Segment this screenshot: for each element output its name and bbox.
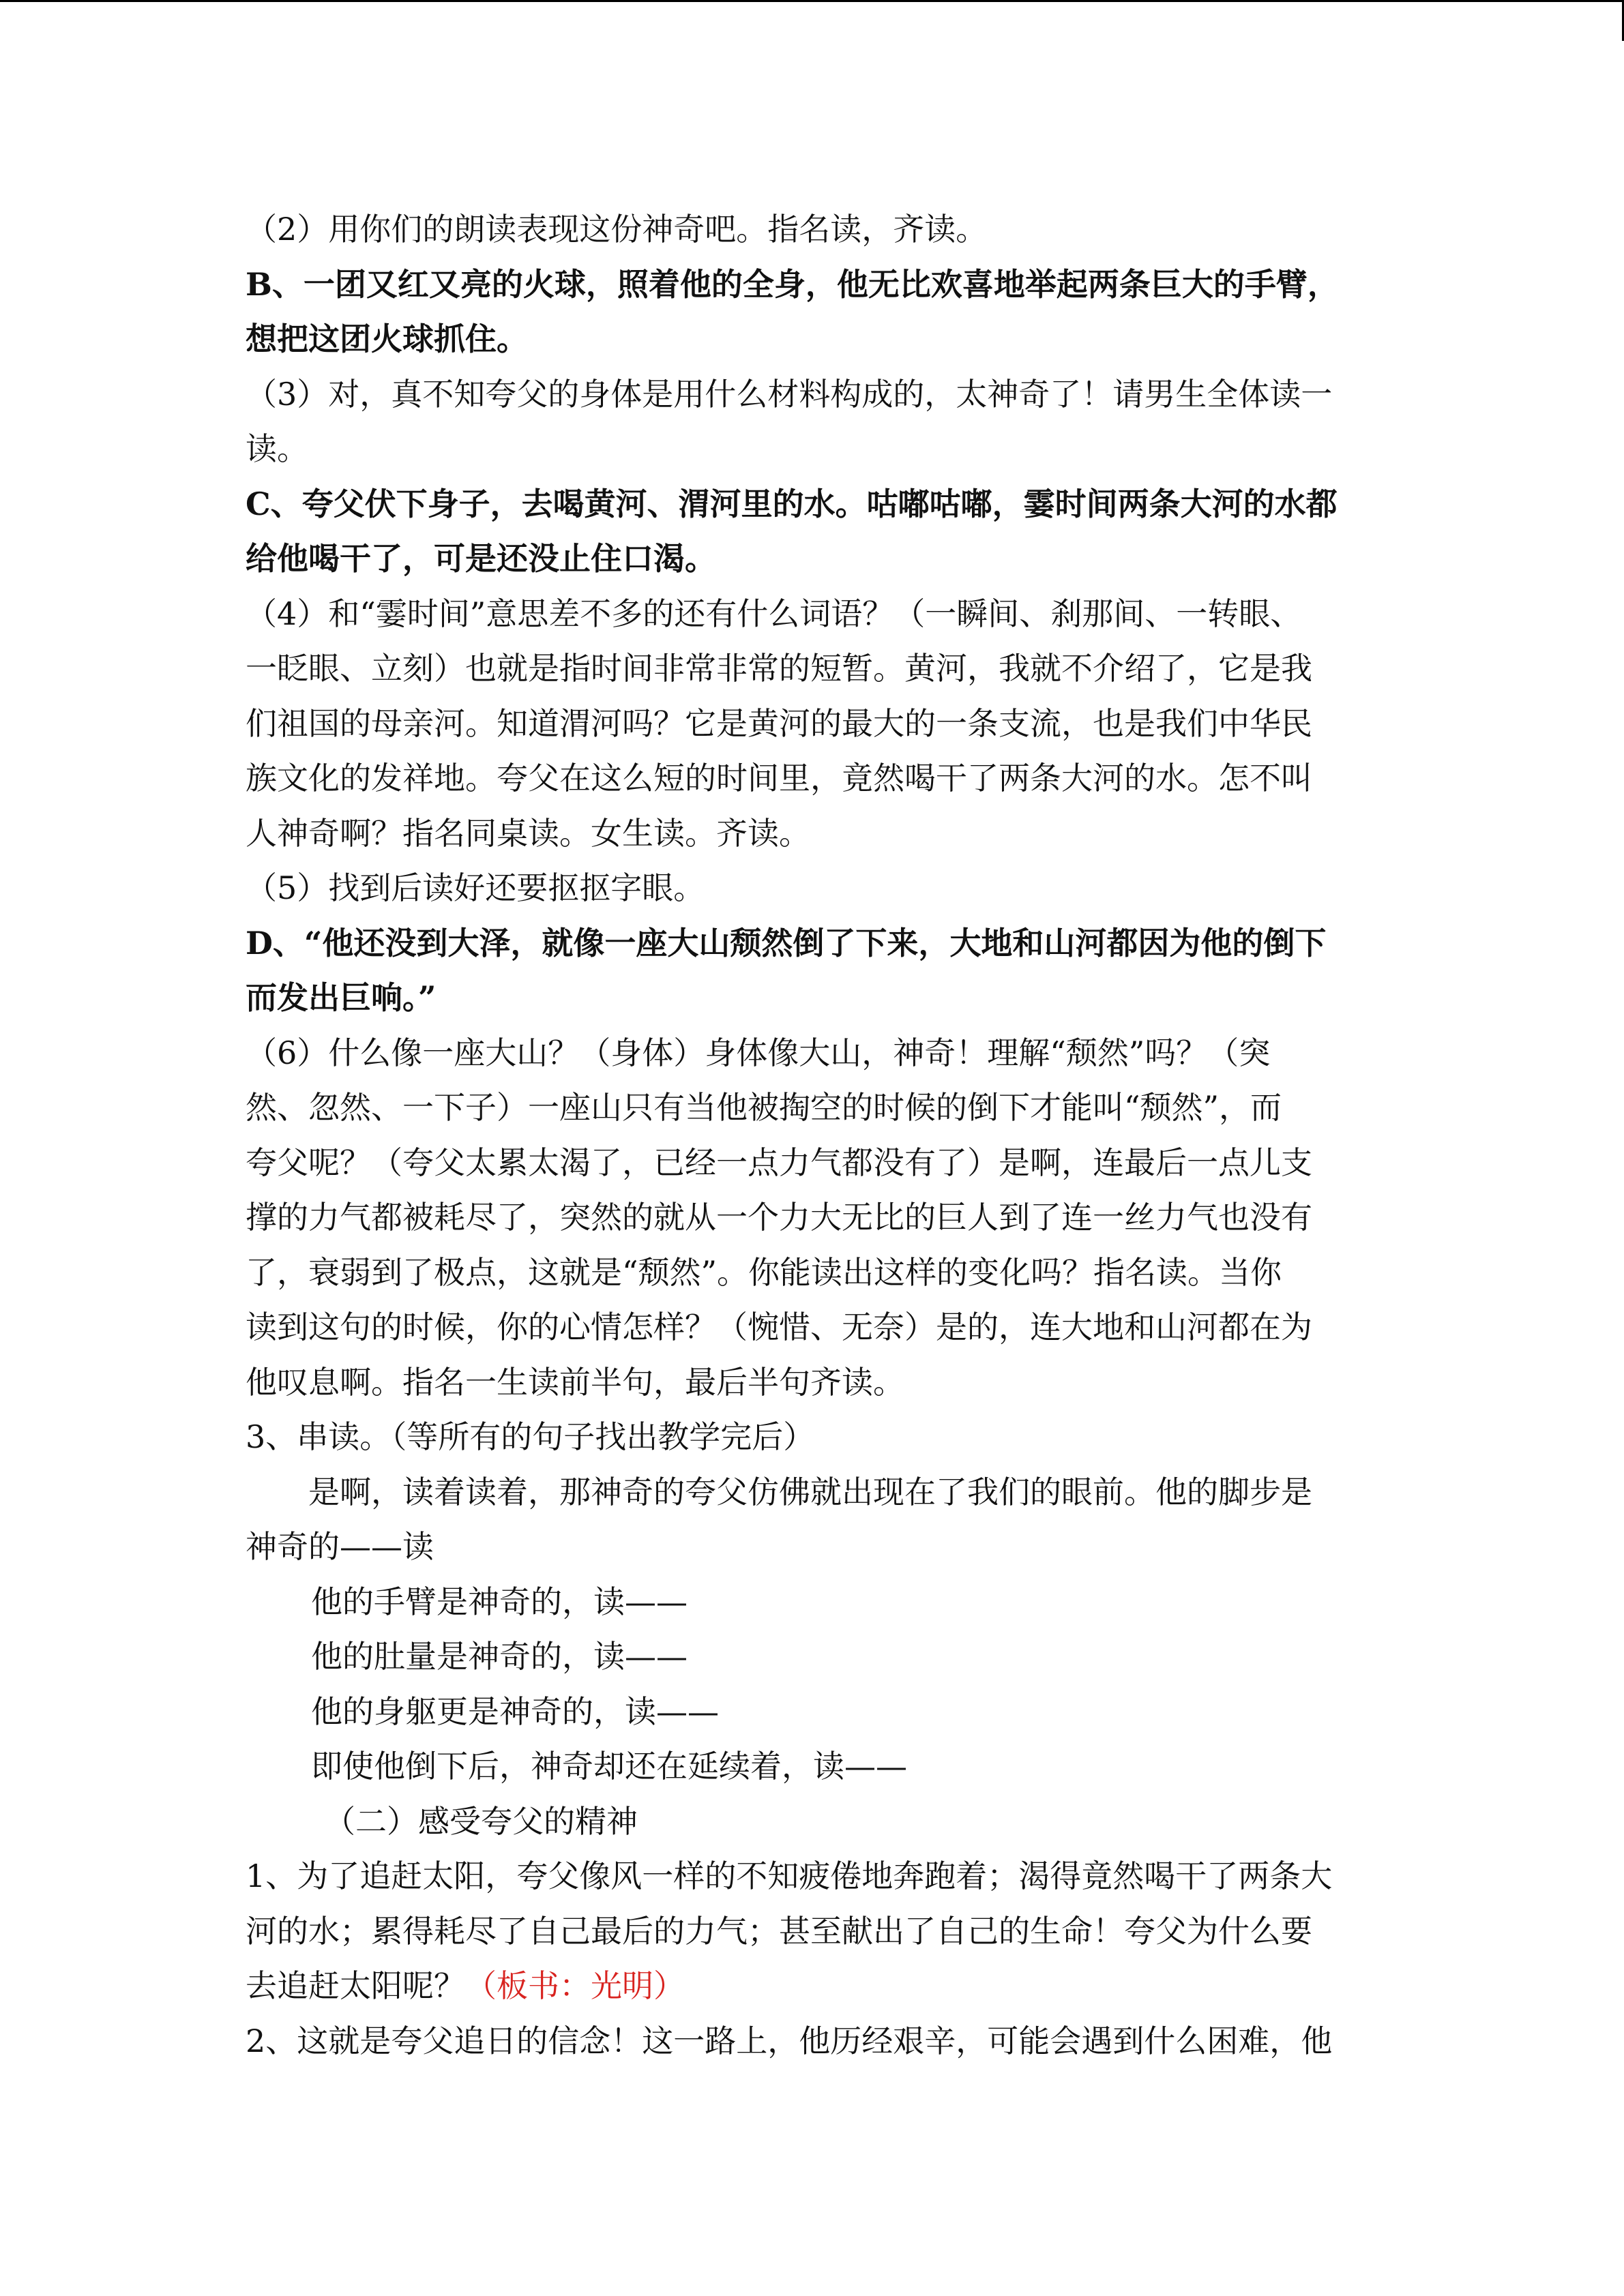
text-line: 3、串读。（等所有的句子找出教学完后） bbox=[246, 1418, 815, 1455]
text-line: 了，衰弱到了极点，这就是“颓然”。你能读出这样的变化吗？指名读。当你 bbox=[246, 1253, 1282, 1291]
text-line: 他叹息啊。指名一生读前半句，最后半句齐读。 bbox=[246, 1363, 904, 1401]
bold-quote-line: C、夸父伏下身子，去喝黄河、渭河里的水。咕嘟咕嘟，霎时间两条大河的水都 bbox=[246, 485, 1338, 522]
page-top-border bbox=[0, 0, 1624, 2]
text-line: （5）找到后读好还要抠抠字眼。 bbox=[246, 869, 705, 906]
text-line: 人神奇啊？指名同桌读。女生读。齐读。 bbox=[246, 814, 810, 852]
bold-quote-line: B、一团又红又亮的火球，照着他的全身，他无比欢喜地举起两条巨大的手臂， bbox=[246, 265, 1339, 303]
text-line: 河的水；累得耗尽了自己最后的力气；甚至献出了自己的生命！夸父为什么要 bbox=[246, 1912, 1312, 1950]
text-line: 族文化的发祥地。夸父在这么短的时间里，竟然喝干了两条大河的水。怎不叫 bbox=[246, 760, 1312, 796]
text-line: 然、忽然、一下子）一座山只有当他被掏空的时候的倒下才能叫“颓然”，而 bbox=[246, 1089, 1282, 1126]
document-body bbox=[246, 202, 1378, 2068]
text-line: （3）对，真不知夸父的身体是用什么材料构成的，太神奇了！请男生全体读一 bbox=[246, 375, 1333, 413]
text-line-with-annotation bbox=[246, 1958, 1378, 2014]
board-annotation: （板书：光明） bbox=[465, 1967, 685, 2004]
section-heading: （二）感受夸父的精神 bbox=[324, 1802, 638, 1840]
bold-quote-line: D、“他还没到大泽，就像一座大山颓然倒了下来，大地和山河都因为他的倒下 bbox=[246, 924, 1327, 961]
indented-text-line: 他的肚量是神奇的，读—— bbox=[311, 1638, 688, 1675]
indented-text-line: 他的身躯更是神奇的，读—— bbox=[311, 1693, 719, 1730]
indented-text-line: 他的手臂是神奇的，读—— bbox=[311, 1583, 688, 1620]
bold-quote-line: 给他喝干了，可是还没止住口渴。 bbox=[246, 540, 716, 577]
indented-text-line: 即使他倒下后，神奇却还在延续着，读—— bbox=[311, 1748, 907, 1785]
text-line: 撑的力气都被耗尽了，突然的就从一个力大无比的巨人到了连一丝力气也没有 bbox=[246, 1199, 1312, 1236]
text-line: （6）什么像一座大山？（身体）身体像大山，神奇！理解“颓然”吗？（突 bbox=[246, 1034, 1271, 1071]
text-line: 一眨眼、立刻）也就是指时间非常非常的短暂。黄河，我就不介绍了，它是我 bbox=[246, 650, 1312, 687]
text-line: （4）和“霎时间”意思差不多的还有什么词语？（一瞬间、刹那间、一转眼、 bbox=[246, 595, 1302, 632]
text-line: 2、这就是夸父追日的信念！这一路上，他历经艰辛，可能会遇到什么困难，他 bbox=[246, 2022, 1333, 2059]
text-line: 读。 bbox=[246, 430, 308, 467]
text-line: 神奇的——读 bbox=[246, 1528, 434, 1565]
text-line: 们祖国的母亲河。知道渭河吗？它是黄河的最大的一条支流，也是我们中华民 bbox=[246, 704, 1312, 742]
bold-quote-line: 想把这团火球抓住。 bbox=[246, 320, 528, 357]
text-line: 读到这句的时候，你的心情怎样？（惋惜、无奈）是的，连大地和山河都在为 bbox=[246, 1309, 1312, 1345]
indented-text-line: 是啊，读着读着，那神奇的夸父仿佛就出现在了我们的眼前。他的脚步是 bbox=[308, 1473, 1312, 1510]
bold-quote-line: 而发出巨响。” bbox=[246, 979, 437, 1016]
text-line: 夸父呢？（夸父太累太渴了，已经一点力气都没有了）是啊，连最后一点儿支 bbox=[246, 1144, 1312, 1181]
text-line: 1、为了追赶太阳，夸父像风一样的不知疲倦地奔跑着；渴得竟然喝干了两条大 bbox=[246, 1858, 1333, 1894]
text-line: （2）用你们的朗读表现这份神奇吧。指名读，齐读。 bbox=[246, 211, 988, 248]
text-segment: 去追赶太阳呢？ bbox=[246, 1967, 465, 2004]
